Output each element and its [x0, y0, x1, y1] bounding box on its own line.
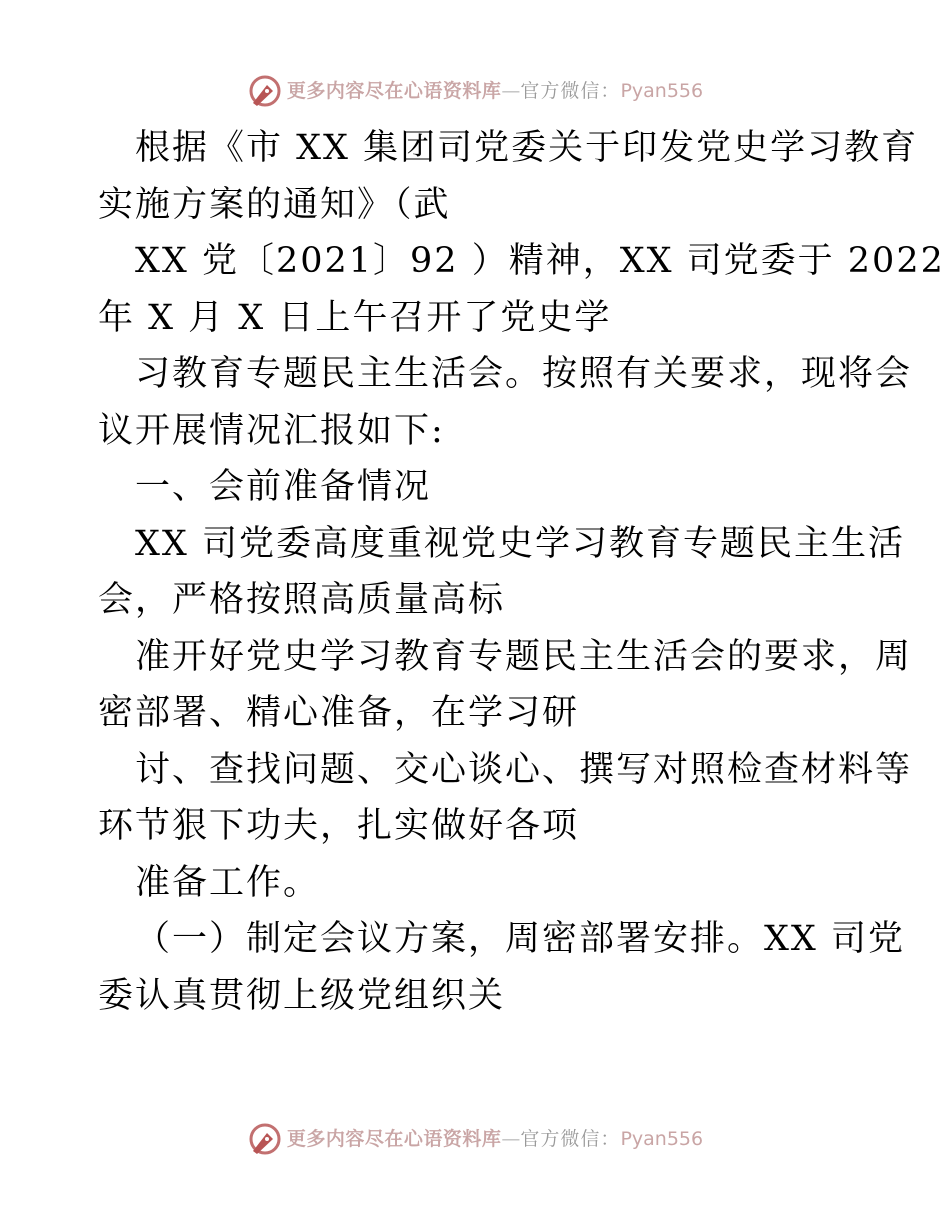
pen-nib-logo-icon	[247, 1121, 283, 1157]
body-line-16: 委认真贯彻上级党组织关	[98, 975, 506, 1016]
watermark-sub-text: 官方微信：	[520, 1127, 621, 1150]
watermark-wechat-id: Pyan556	[620, 79, 704, 102]
header-watermark	[0, 71, 950, 111]
body-line-14: 准备工作。	[135, 862, 321, 903]
body-line-2: 实施方案的通知》（武	[98, 184, 451, 225]
footer-watermark	[0, 1119, 950, 1159]
body-line-5: 习教育专题民主生活会。按照有关要求，现将会	[135, 354, 913, 394]
body-line-10: 准开好党史学习教育专题民主生活会的要求，周	[135, 636, 913, 677]
watermark-dash: —	[501, 1127, 521, 1150]
body-line-13: 环节狠下功夫，扎实做好各项	[98, 806, 580, 846]
body-line-3: XX 党〔2021〕92 ）精神，XX 司党委于 2022	[135, 241, 945, 281]
body-line-12: 讨、查找问题、交心谈心、撰写对照检查材料等	[135, 749, 913, 790]
body-line-8: XX 司党委高度重视党史学习教育专题民主生活	[135, 523, 905, 564]
body-line-11: 密部署、精心准备，在学习研	[98, 693, 580, 733]
watermark-sub-text: 官方微信：	[520, 79, 621, 102]
body-line-6: 议开展情况汇报如下:	[98, 410, 445, 451]
watermark-main-text: 更多内容尽在心语资料库	[286, 79, 502, 102]
watermark-main-text: 更多内容尽在心语资料库	[286, 1127, 502, 1150]
watermark-wechat-id: Pyan556	[620, 1127, 704, 1150]
section-heading-1: 一、会前准备情况	[135, 467, 432, 507]
body-line-9: 会，严格按照高质量高标	[98, 580, 506, 620]
body-line-1: 根据《市 XX 集团司党委关于印发党史学习教育	[135, 128, 919, 168]
subsection-heading-1: （一）制定会议方案，周密部署安排。XX 司党	[135, 919, 905, 959]
pen-nib-logo-icon	[247, 73, 283, 109]
document-body	[98, 120, 945, 1024]
watermark-dash: —	[501, 79, 521, 102]
body-line-4: 年 X 月 X 日上午召开了党史学	[98, 297, 612, 338]
